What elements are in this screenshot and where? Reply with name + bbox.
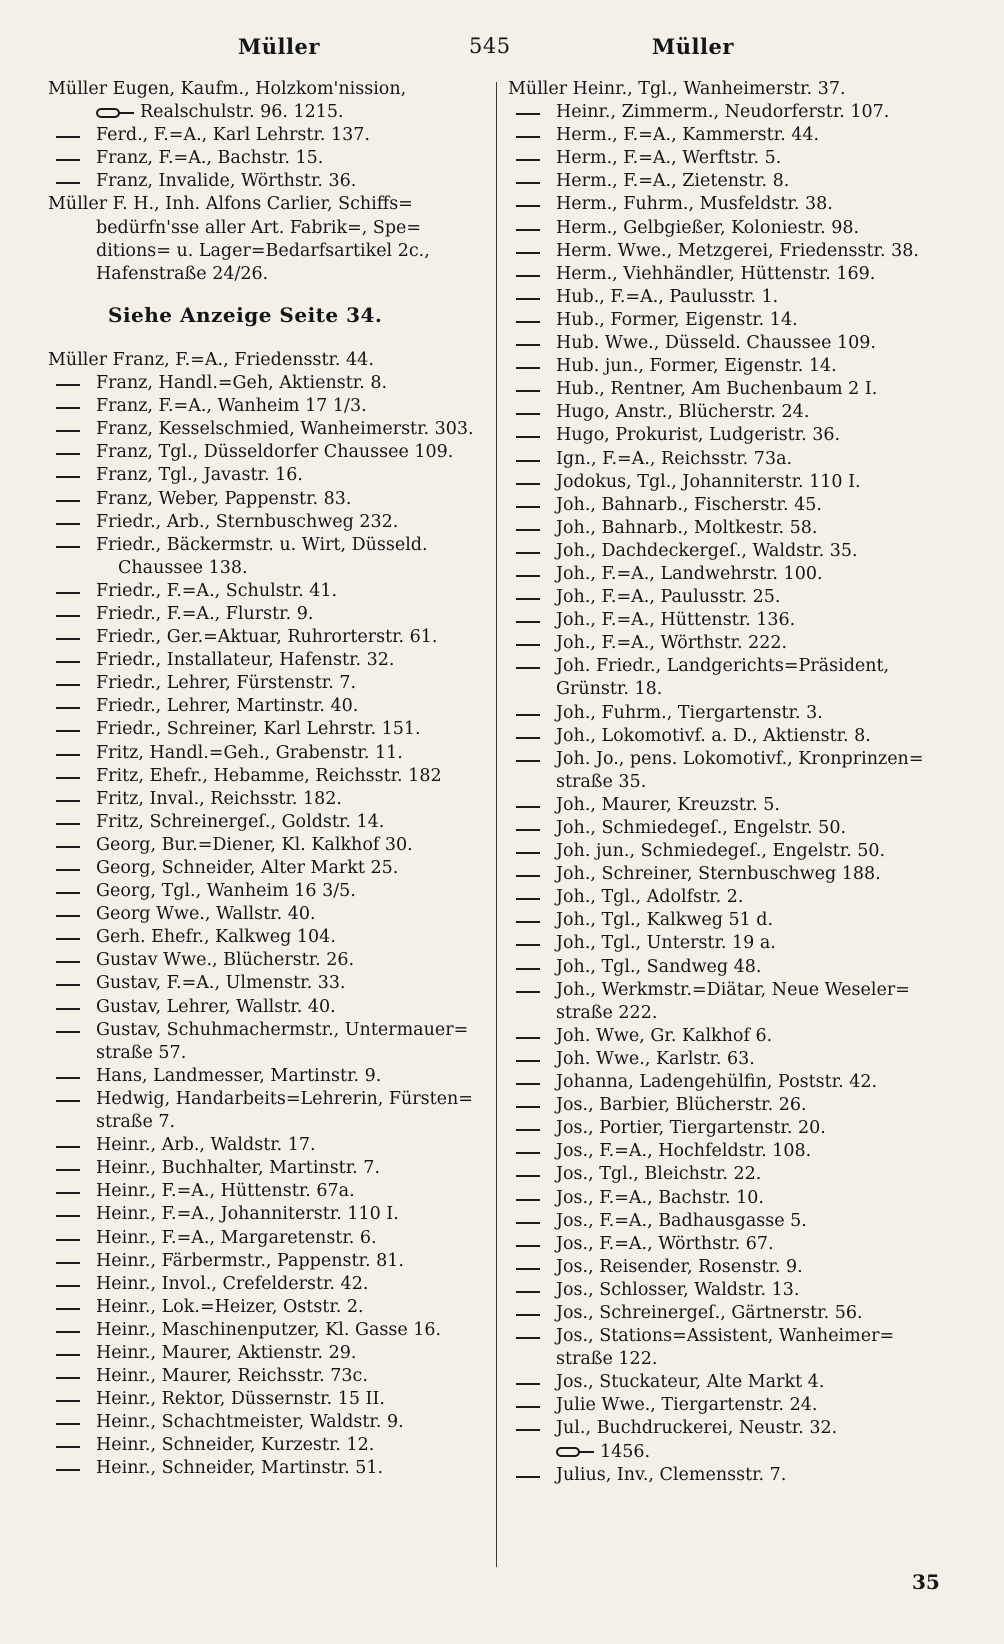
entry-text: Jos., Stations=Assistent, Wanheimer=	[556, 1326, 895, 1347]
directory-entry	[508, 771, 958, 794]
entry-text: Hans, Landmesser, Martinstr. 9.	[96, 1065, 382, 1086]
directory-entry	[48, 1250, 488, 1273]
entry-text: Herm., Viehhändler, Hüttenstr. 169.	[556, 263, 876, 284]
directory-entry	[48, 464, 488, 487]
directory-entry	[48, 1019, 488, 1042]
directory-entry	[508, 1025, 958, 1048]
entry-text: Georg, Bur.=Diener, Kl. Kalkhof 30.	[96, 834, 413, 855]
entry-text: Jos., Barbier, Blücherstr. 26.	[556, 1095, 807, 1116]
entry-text: Heinr., Färbermstr., Pappenstr. 81.	[96, 1250, 404, 1271]
entry-text: Jos., Tgl., Bleichstr. 22.	[556, 1164, 762, 1185]
directory-entry	[508, 1002, 958, 1025]
entry-text: Müller Eugen, Kaufm., Holzkom'nission,	[48, 79, 407, 99]
directory-entry	[48, 1273, 488, 1296]
entry-text: Joh., F.=A., Wörthstr. 222.	[556, 633, 788, 654]
entry-text: Georg, Tgl., Wanheim 16 3/5.	[96, 881, 356, 902]
directory-entry	[48, 1203, 488, 1226]
directory-entry	[508, 932, 958, 955]
entry-text: Joh., Tgl., Sandweg 48.	[556, 956, 762, 977]
directory-entry	[508, 355, 958, 378]
directory-entry	[48, 580, 488, 603]
entry-text: Joh. Friedr., Landgerichts=Präsident,	[556, 656, 890, 677]
entry-text: Joh., F.=A., Paulusstr. 25.	[556, 587, 781, 608]
directory-entry	[508, 286, 958, 309]
entry-text: ditions= u. Lager=Bedarfsartikel 2c.,	[96, 240, 430, 261]
entry-text: Joh., Maurer, Kreuzstr. 5.	[556, 794, 780, 815]
entry-text: Heinr., F.=A., Hüttenstr. 67a.	[96, 1181, 355, 1202]
directory-entry	[508, 448, 958, 471]
entry-text: Hugo, Prokurist, Ludgeristr. 36.	[556, 425, 841, 446]
directory-entry	[508, 1302, 958, 1325]
directory-entry	[508, 540, 958, 563]
directory-entry	[508, 1394, 958, 1417]
directory-entry	[508, 678, 958, 701]
entry-text: Joh., F.=A., Hüttenstr. 136.	[556, 610, 796, 631]
directory-entry	[508, 1187, 958, 1210]
entry-text: Heinr., F.=A., Margaretenstr. 6.	[96, 1227, 377, 1248]
entry-text: Joh., F.=A., Landwehrstr. 100.	[556, 563, 823, 584]
directory-entry	[508, 1163, 958, 1186]
entry-text: Jos., Portier, Tiergartenstr. 20.	[556, 1118, 826, 1139]
directory-entry	[508, 217, 958, 240]
entry-text: Jos., Stuckateur, Alte Markt 4.	[556, 1372, 825, 1393]
directory-entry	[508, 170, 958, 193]
header-right: Müller	[652, 34, 734, 59]
directory-entry	[508, 1441, 958, 1464]
entry-text: Joh. jun., Schmiedegeſ., Engelstr. 50.	[556, 841, 886, 862]
entry-text: Jos., Reisender, Rosenstr. 9.	[556, 1256, 803, 1277]
directory-entry	[48, 649, 488, 672]
directory-entry	[48, 926, 488, 949]
directory-entry	[48, 1065, 488, 1088]
entry-text: Chaussee 138.	[118, 557, 248, 578]
directory-entry	[508, 1071, 958, 1094]
entry-text: Jos., F.=A., Wörthstr. 67.	[556, 1233, 774, 1254]
entry-text: Friedr., Lehrer, Fürstenstr. 7.	[96, 673, 357, 694]
directory-entry	[508, 586, 958, 609]
directory-entry	[48, 1111, 488, 1134]
directory-entry	[48, 695, 488, 718]
entry-text: Franz, Invalide, Wörthstr. 36.	[96, 171, 357, 192]
directory-entry	[48, 193, 488, 216]
entry-text: Heinr., Rektor, Düssernstr. 15 II.	[96, 1389, 385, 1410]
directory-entry	[508, 748, 958, 771]
directory-entry	[48, 557, 488, 580]
entry-text: Franz, F.=A., Bachstr. 15.	[96, 148, 324, 169]
entry-text: Joh., Schmiedegeſ., Engelstr. 50.	[556, 818, 847, 838]
directory-entry	[48, 240, 488, 263]
directory-entry	[508, 309, 958, 332]
entry-text: Ign., F.=A., Reichsstr. 73a.	[556, 448, 793, 469]
directory-entry	[48, 626, 488, 649]
entry-text: Hub., Rentner, Am Buchenbaum 2 I.	[556, 379, 878, 400]
directory-entry	[508, 1279, 958, 1302]
entry-text: Heinr., Maurer, Aktienstr. 29.	[96, 1342, 357, 1363]
directory-entry	[48, 834, 488, 857]
entry-text: Müller Heinr., Tgl., Wanheimerstr. 37.	[508, 79, 846, 99]
entry-text: Herm., F.=A., Kammerstr. 44.	[556, 125, 820, 146]
directory-entry	[508, 424, 958, 447]
directory-entry	[508, 1464, 958, 1487]
directory-entry	[48, 1088, 488, 1111]
entry-text: Joh., Fuhrm., Tiergartenstr. 3.	[556, 702, 823, 723]
directory-entry	[48, 1180, 488, 1203]
entry-text: Heinr., Lok.=Heizer, Oststr. 2.	[96, 1296, 364, 1317]
directory-entry	[508, 886, 958, 909]
directory-entry	[508, 1325, 958, 1348]
entry-text: Joh., Schreiner, Sternbuschweg 188.	[556, 864, 881, 885]
directory-entry	[48, 1157, 488, 1180]
entry-text: Heinr., Buchhalter, Martinstr. 7.	[96, 1158, 380, 1179]
entry-text: Franz, Tgl., Düsseldorfer Chaussee 109.	[96, 442, 454, 463]
entry-text: Heinr., Schneider, Kurzestr. 12.	[96, 1435, 375, 1456]
entry-text: Friedr., Arb., Sternbuschweg 232.	[96, 511, 399, 532]
directory-entry	[508, 263, 958, 286]
directory-entry	[508, 193, 958, 216]
entry-text: Joh., Lokomotivf. a. D., Aktienstr. 8.	[556, 725, 871, 746]
directory-entry	[48, 1134, 488, 1157]
entry-text: Friedr., F.=A., Flurstr. 9.	[96, 603, 314, 624]
entry-text: Franz, F.=A., Wanheim 17 1/3.	[96, 396, 367, 417]
directory-entry	[48, 972, 488, 995]
directory-entry	[48, 1434, 488, 1457]
entry-text: straße 122.	[556, 1349, 658, 1370]
directory-entry	[48, 395, 488, 418]
entry-text: Joh., Tgl., Unterstr. 19 a.	[556, 933, 776, 954]
entry-text: Jos., F.=A., Hochfeldstr. 108.	[556, 1141, 812, 1162]
entry-text: Friedr., Ger.=Aktuar, Ruhrorterstr. 61.	[96, 627, 438, 648]
directory-entry	[508, 147, 958, 170]
entry-text: Heinr., Schachtmeister, Waldstr. 9.	[96, 1412, 404, 1433]
entry-text: Friedr., Installateur, Hafenstr. 32.	[96, 650, 395, 671]
directory-entry	[508, 240, 958, 263]
directory-entry	[508, 101, 958, 124]
directory-entry	[508, 840, 958, 863]
entry-text: Heinr., Invol., Crefelderstr. 42.	[96, 1273, 369, 1294]
entry-text: Fritz, Schreinergeſ., Goldstr. 14.	[96, 811, 385, 832]
entry-text: Joh. Jo., pens. Lokomotivf., Kronprinzen=	[556, 748, 924, 769]
entry-text: Gustav, Lehrer, Wallstr. 40.	[96, 996, 336, 1017]
directory-entry	[48, 147, 488, 170]
footer-page-number: 35	[912, 1570, 940, 1594]
directory-entry	[508, 1256, 958, 1279]
entry-text: Franz, Tgl., Javastr. 16.	[96, 465, 303, 486]
entry-text: straße 222.	[556, 1002, 658, 1023]
directory-entry	[508, 725, 958, 748]
directory-entry	[508, 1094, 958, 1117]
entry-text: Joh. Wwe., Karlstr. 63.	[556, 1048, 755, 1069]
entry-text: Joh., Bahnarb., Fischerstr. 45.	[556, 494, 822, 515]
entry-text: Gustav, Schuhmachermstr., Untermauer=	[96, 1019, 469, 1040]
entry-text: Friedr., Bäckermstr. u. Wirt, Düsseld.	[96, 534, 428, 555]
directory-entry	[48, 718, 488, 741]
entry-text: Herm., F.=A., Zietenstr. 8.	[556, 171, 790, 192]
entry-text: Müller F. H., Inh. Alfons Carlier, Schiffs=	[48, 194, 413, 215]
directory-entry	[508, 401, 958, 424]
telephone-icon	[556, 1446, 594, 1458]
directory-entry	[48, 742, 488, 765]
entry-text: Jos., Schreinergeſ., Gärtnerstr. 56.	[556, 1302, 863, 1323]
entry-text: Gustav Wwe., Blücherstr. 26.	[96, 950, 355, 971]
directory-entry	[508, 956, 958, 979]
directory-entry	[508, 1140, 958, 1163]
directory-entry	[508, 632, 958, 655]
directory-entry	[48, 511, 488, 534]
entry-text: bedürfn'sse aller Art. Fabrik=, Spe=	[96, 217, 422, 238]
entry-text: Julie Wwe., Tiergartenstr. 24.	[556, 1395, 818, 1416]
entry-text: Georg, Schneider, Alter Markt 25.	[96, 858, 399, 878]
directory-entry	[48, 217, 488, 240]
entry-text: 1456.	[600, 1441, 651, 1462]
entry-text: Hedwig, Handarbeits=Lehrerin, Fürsten=	[96, 1088, 473, 1109]
directory-entry	[48, 603, 488, 626]
directory-entry	[48, 811, 488, 834]
entry-text: Jos., F.=A., Bachstr. 10.	[556, 1187, 764, 1208]
directory-entry	[48, 534, 488, 557]
entry-text: Hub., Former, Eigenstr. 14.	[556, 309, 798, 330]
right-column	[508, 78, 958, 1487]
entry-text: Julius, Inv., Clemensstr. 7.	[556, 1464, 787, 1485]
entry-text: Hafenstraße 24/26.	[96, 263, 269, 284]
entry-text: Joh. Wwe, Gr. Kalkhof 6.	[556, 1025, 773, 1046]
directory-entry	[48, 996, 488, 1019]
entry-text: Heinr., Arb., Waldstr. 17.	[96, 1135, 316, 1156]
directory-entry	[48, 949, 488, 972]
directory-entry	[48, 488, 488, 511]
entry-text: Friedr., Schreiner, Karl Lehrstr. 151.	[96, 719, 421, 740]
entry-text: Joh., Bahnarb., Moltkestr. 58.	[556, 517, 818, 538]
directory-entry	[48, 349, 488, 372]
directory-entry	[508, 494, 958, 517]
entry-text: Hub. Wwe., Düsseld. Chaussee 109.	[556, 333, 876, 354]
directory-entry	[48, 765, 488, 788]
entry-text: Hugo, Anstr., Blücherstr. 24.	[556, 402, 810, 423]
entry-text: Jodokus, Tgl., Johanniterstr. 110 I.	[556, 471, 861, 492]
directory-entry	[48, 788, 488, 811]
entry-text: Jos., F.=A., Badhausgasse 5.	[556, 1210, 807, 1231]
entry-text: Fritz, Ehefr., Hebamme, Reichsstr. 182	[96, 765, 442, 786]
directory-entry	[48, 170, 488, 193]
entry-text: Gerh. Ehefr., Kalkweg 104.	[96, 927, 336, 948]
entry-text: Herm., Gelbgießer, Koloniestr. 98.	[556, 217, 860, 238]
page-number: 545	[469, 34, 511, 58]
directory-entry	[508, 655, 958, 678]
entry-text: Jos., Schlosser, Waldstr. 13.	[556, 1279, 800, 1300]
entry-text: Fritz, Inval., Reichsstr. 182.	[96, 788, 342, 809]
directory-entry	[508, 1371, 958, 1394]
left-column	[48, 78, 488, 1481]
directory-entry	[48, 672, 488, 695]
directory-entry	[48, 857, 488, 880]
entry-text: Heinr., Maschinenputzer, Kl. Gasse 16.	[96, 1319, 442, 1340]
directory-entry	[48, 1365, 488, 1388]
directory-entry	[508, 794, 958, 817]
directory-entry	[48, 1296, 488, 1319]
entry-text: Joh., Tgl., Adolfstr. 2.	[556, 887, 744, 908]
entry-text: Johanna, Ladengehülfin, Poststr. 42.	[556, 1072, 878, 1093]
directory-entry	[508, 1048, 958, 1071]
directory-entry	[48, 101, 488, 124]
entry-text: Heinr., F.=A., Johanniterstr. 110 I.	[96, 1204, 399, 1225]
entry-text: Realschulstr. 96. 1215.	[140, 102, 344, 123]
entry-text: straße 7.	[96, 1112, 176, 1133]
directory-entry	[508, 517, 958, 540]
directory-entry	[508, 609, 958, 632]
directory-entry	[48, 372, 488, 395]
directory-entry	[48, 418, 488, 441]
directory-entry	[48, 1319, 488, 1342]
entry-text: Joh., Dachdeckergeſ., Waldstr. 35.	[556, 540, 858, 561]
entry-text: Gustav, F.=A., Ulmenstr. 33.	[96, 973, 346, 994]
entry-text: Hub., F.=A., Paulusstr. 1.	[556, 286, 779, 307]
directory-entry	[48, 124, 488, 147]
directory-entry	[48, 1411, 488, 1434]
directory-entry	[48, 880, 488, 903]
directory-entry	[48, 1388, 488, 1411]
entry-text: Friedr., Lehrer, Martinstr. 40.	[96, 696, 359, 717]
entry-text: Fritz, Handl.=Geh., Grabenstr. 11.	[96, 742, 403, 763]
column-divider	[496, 82, 497, 1567]
directory-entry	[508, 702, 958, 725]
entry-text: Heinr., Schneider, Martinstr. 51.	[96, 1458, 384, 1479]
directory-entry	[48, 263, 488, 286]
directory-entry	[508, 378, 958, 401]
entry-text: Joh., Werkmstr.=Diätar, Neue Weseler=	[556, 979, 910, 1000]
directory-entry	[508, 1417, 958, 1440]
directory-entry	[508, 332, 958, 355]
directory-entry	[508, 471, 958, 494]
entry-text: Heinr., Maurer, Reichsstr. 73c.	[96, 1366, 368, 1387]
entry-text: Herm., F.=A., Werftstr. 5.	[556, 148, 782, 169]
directory-entry	[508, 1117, 958, 1140]
entry-text: Georg Wwe., Wallstr. 40.	[96, 904, 316, 925]
directory-entry	[508, 863, 958, 886]
directory-entry	[48, 903, 488, 926]
entry-text: Grünstr. 18.	[556, 679, 663, 700]
directory-entry	[48, 1342, 488, 1365]
directory-entry	[508, 1233, 958, 1256]
entry-text: Franz, Kesselschmied, Wanheimerstr. 303.	[96, 419, 474, 440]
advertisement-reference: Siehe Anzeige Seite 34.	[108, 302, 383, 327]
entry-text: Jul., Buchdruckerei, Neustr. 32.	[556, 1418, 838, 1439]
entry-text: Friedr., F.=A., Schulstr. 41.	[96, 580, 338, 601]
entry-text: Franz, Weber, Pappenstr. 83.	[96, 488, 352, 509]
directory-entry	[508, 1210, 958, 1233]
entry-text: Müller Franz, F.=A., Friedensstr. 44.	[48, 349, 374, 370]
directory-entry	[508, 909, 958, 932]
directory-entry	[508, 1348, 958, 1371]
directory-entry	[48, 441, 488, 464]
directory-entry	[508, 78, 958, 101]
entry-text: Herm. Wwe., Metzgerei, Friedensstr. 38.	[556, 240, 919, 261]
entry-text: Hub. jun., Former, Eigenstr. 14.	[556, 356, 837, 377]
entry-text: Franz, Handl.=Geh, Aktienstr. 8.	[96, 373, 388, 394]
entry-text: Joh., Tgl., Kalkweg 51 d.	[556, 910, 774, 931]
entry-text: straße 35.	[556, 771, 647, 792]
header-left: Müller	[238, 34, 320, 59]
directory-entry	[48, 1227, 488, 1250]
entry-text: straße 57.	[96, 1042, 187, 1063]
directory-entry	[508, 124, 958, 147]
directory-entry	[48, 1042, 488, 1065]
directory-entry	[508, 563, 958, 586]
entry-text: Ferd., F.=A., Karl Lehrstr. 137.	[96, 125, 370, 146]
directory-entry	[48, 1457, 488, 1480]
directory-entry	[508, 817, 958, 840]
directory-entry	[508, 979, 958, 1002]
entry-text: Heinr., Zimmerm., Neudorferstr. 107.	[556, 102, 890, 123]
telephone-icon	[96, 107, 134, 119]
directory-entry	[48, 78, 488, 101]
entry-text: Herm., Fuhrm., Musfeldstr. 38.	[556, 194, 833, 215]
